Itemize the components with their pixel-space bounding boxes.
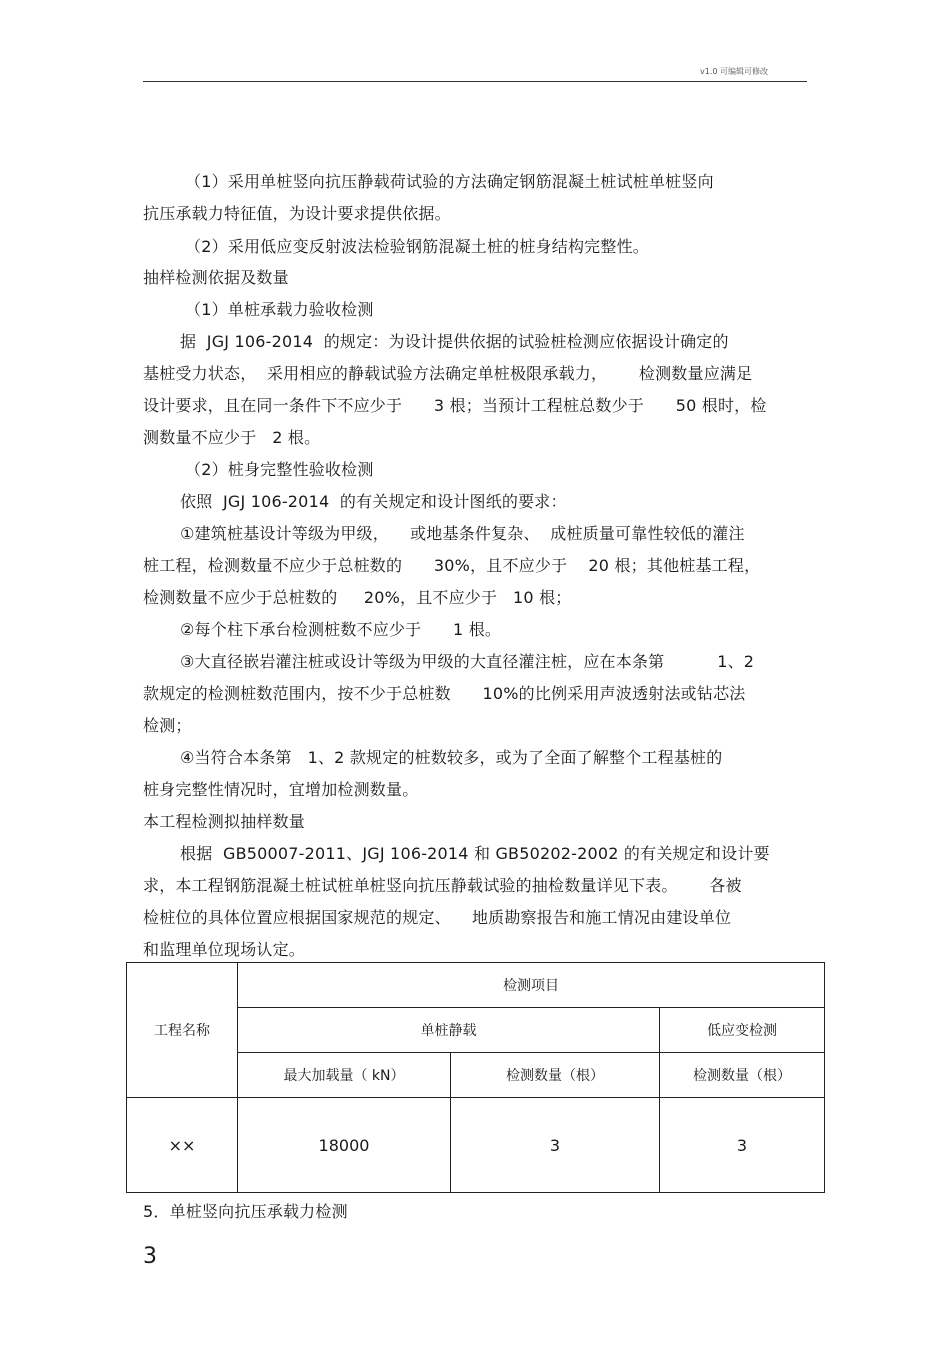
text-line: ③大直径嵌岩灌注桩或设计等级为甲级的大直径灌注桩，应在本条第 1、2 <box>180 652 755 671</box>
text-line: （1）单桩承载力验收检测 <box>185 300 374 319</box>
text-line: ①建筑桩基设计等级为甲级， 或地基条件复杂、 成桩质量可靠性较低的灌注 <box>180 524 745 543</box>
text-line: 桩身完整性情况时，宜增加检测数量。 <box>143 780 419 799</box>
text-line: 款规定的检测桩数范围内，按不少于总桩数 10%的比例采用声波透射法或钻芯法 <box>143 684 746 703</box>
section-subheading: 抽样检测依据及数量 <box>143 268 289 287</box>
low-strain-header: 低应变检测 <box>660 1008 825 1053</box>
text-line: 设计要求，且在同一条件下不应少于 3 根；当预计工程桩总数少于 50 根时，检 <box>143 396 767 415</box>
detection-quantity-table <box>126 962 825 1193</box>
text-line: ④当符合本条第 1、2 款规定的桩数较多，或为了全面了解整个工程基桩的 <box>180 748 723 767</box>
text-line: 基桩受力状态， 采用相应的静载试验方法确定单桩极限承载力， 检测数量应满足 <box>143 364 753 383</box>
text-line: 抗压承载力特征值，为设计要求提供依据。 <box>143 204 451 223</box>
text-line: 检桩位的具体位置应根据国家规范的规定、 地质勘察报告和施工情况由建设单位 <box>143 908 732 927</box>
low-strain-count-cell: 3 <box>660 1098 825 1193</box>
text-line: 桩工程，检测数量不应少于总桩数的 30%，且不应少于 20 根；其他桩基工程， <box>143 556 761 575</box>
max-load-header: 最大加载量（ kN） <box>238 1053 451 1098</box>
text-line: 检测； <box>143 716 192 735</box>
project-cell: ×× <box>127 1098 238 1193</box>
section-subheading: 本工程检测拟抽样数量 <box>143 812 306 831</box>
text-line: 求，本工程钢筋混凝土桩试桩单桩竖向抗压静载试验的抽检数量详见下表。 各被 <box>143 876 742 895</box>
text-line: 依照 JGJ 106-2014 的有关规定和设计图纸的要求： <box>180 492 567 511</box>
table-row <box>127 1098 825 1193</box>
text-line: 检测数量不应少于总桩数的 20%，且不应少于 10 根； <box>143 588 572 607</box>
text-line: （1）采用单桩竖向抗压静载荷试验的方法确定钢筋混凝土桩试桩单桩竖向 <box>185 172 714 191</box>
static-load-header: 单桩静载 <box>238 1008 660 1053</box>
section-heading: 5．单桩竖向抗压承载力检测 <box>143 1202 348 1221</box>
items-header: 检测项目 <box>238 963 825 1008</box>
static-count-header: 检测数量（根） <box>451 1053 660 1098</box>
text-line: 测数量不应少于 2 根。 <box>143 428 321 447</box>
text-line: 根据 GB50007-2011、JGJ 106-2014 和 GB50202-2002 的有关规定和设计要 <box>180 844 770 863</box>
header-rule <box>143 81 807 82</box>
text-line: ②每个柱下承台检测桩数不应少于 1 根。 <box>180 620 502 639</box>
static-count-cell: 3 <box>451 1098 660 1193</box>
text-line: （2）采用低应变反射波法检验钢筋混凝土桩的桩身结构完整性。 <box>185 237 649 256</box>
text-line: 据 JGJ 106-2014 的规定：为设计提供依据的试验桩检测应依据设计确定的 <box>180 332 729 351</box>
low-strain-count-header: 检测数量（根） <box>660 1053 825 1098</box>
text-line: （2）桩身完整性验收检测 <box>185 460 374 479</box>
page-number: 3 <box>143 1244 157 1269</box>
project-name-header: 工程名称 <box>127 963 238 1098</box>
text-line: 和监理单位现场认定。 <box>143 940 306 959</box>
header-version: v1.0 可编辑可修改 <box>700 67 768 76</box>
max-load-cell: 18000 <box>238 1098 451 1193</box>
